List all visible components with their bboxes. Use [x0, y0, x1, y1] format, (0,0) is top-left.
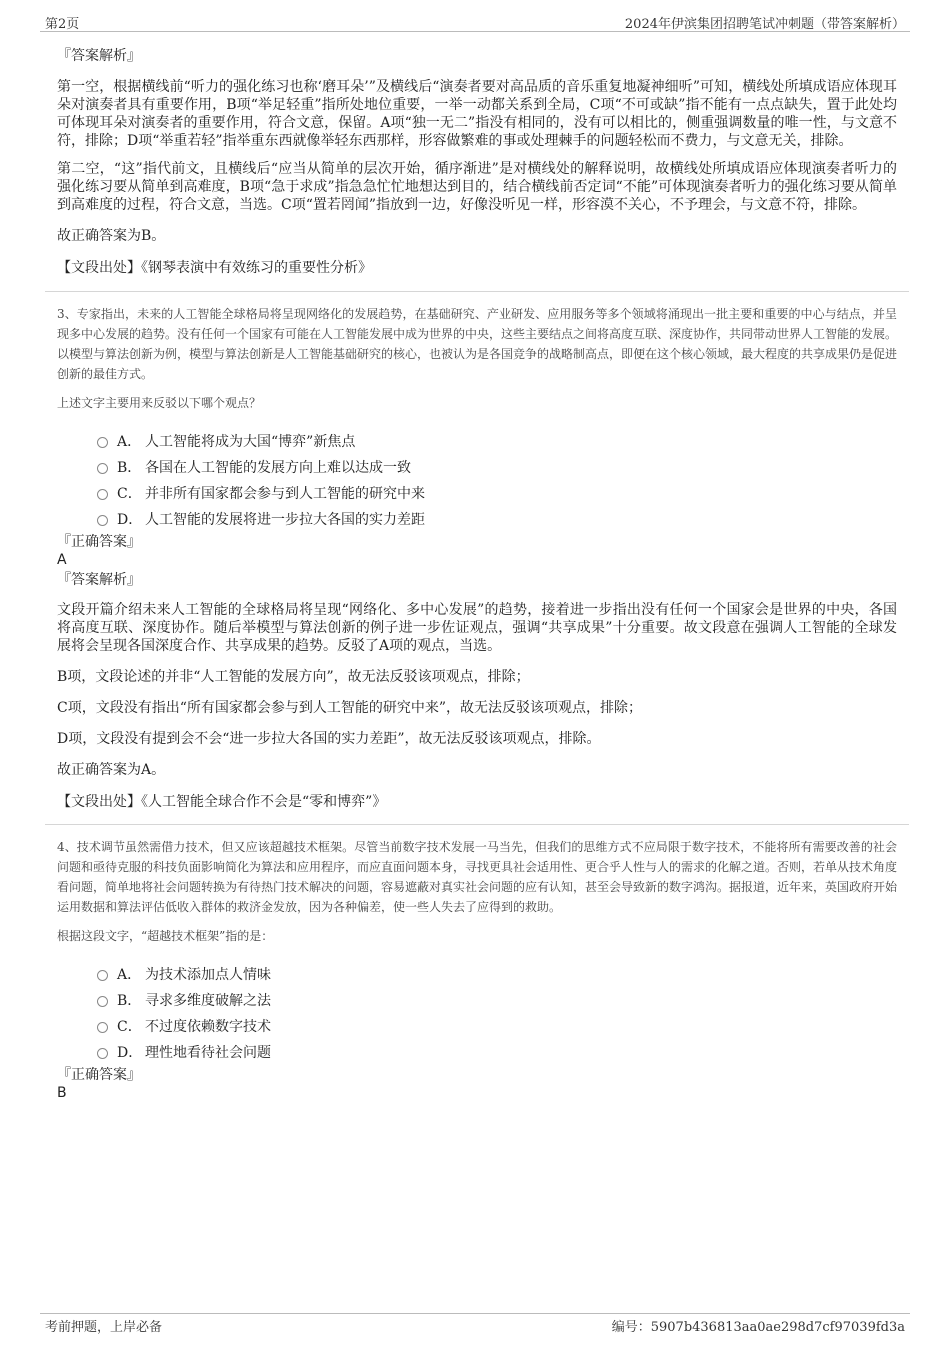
header-divider — [40, 31, 910, 32]
q4-option-c[interactable]: C． 不过度依赖数字技术 — [97, 1014, 897, 1040]
q2-source: 【文段出处】《钢琴表演中有效练习的重要性分析》 — [57, 260, 372, 276]
q4-option-d[interactable]: D． 理性地看待社会问题 — [97, 1040, 897, 1066]
q2-analysis-first-blank: 第一空，根据横线前“听力的强化练习也称‘磨耳朵’”及横线后“演奏者要对高品质的音乐重复地凝神细听”可知，横线处所填成语应体现耳朵对演奏者具有重要作用，B项“举足轻重”指所处地位重要，一举一动都关系到全局，C项“不可或缺”指不能有一点点缺失，置于此处均可体现耳朵对演奏者的重要作用，符合文意，保留。A项“独一无二”指没有相同的，没有可以相比的，侧重强调数量的唯一性，与文意不符，排除；D项“举重若轻”指举重东西就像举轻东西那样，形容做繁难的事或处理棘手的问题轻松而不费力，与文意无关，排除。 — [57, 79, 897, 149]
q4-options — [97, 962, 897, 1066]
radio-button-icon[interactable] — [97, 1022, 108, 1033]
footer-slogan: 考前押题，上岸必备 — [45, 1320, 163, 1335]
radio-button-icon[interactable] — [97, 1048, 108, 1059]
q3-analysis-main: 文段开篇介绍未来人工智能的全球格局将呈现“网络化、多中心发展”的趋势，接着进一步指出没有任何一个国家会是世界的中央，各国将高度互联、深度协作。随后举模型与算法创新的例子进一步佐证观点，强调“共享成果”十分重要。故文段意在强调人工智能的全球发展将会呈现各国深度合作、共享成果的趋势。反驳了A项的观点，当选。 — [57, 602, 897, 654]
radio-button-icon[interactable] — [97, 996, 108, 1007]
q3-option-a[interactable]: A． 人工智能将成为大国“博弈”新焦点 — [97, 429, 897, 455]
correct-answer-label: 『正确答案』 — [57, 534, 141, 550]
radio-button-icon[interactable] — [97, 515, 108, 526]
q3-options — [97, 429, 897, 533]
q3-passage: 3、专家指出，未来的人工智能全球格局将呈现网络化的发展趋势，在基础研究、产业研发、应用服务等多个领域将涌现出一批主要和重要的中心与结点，并呈现多中心发展的趋势。没有任何一个国家有可能在人工智能发展中成为世界的中央，这些主要结点之间将高度互联、深度协作，共同带动世界人工智能的发展。以模型与算法创新为例，模型与算法创新是人工智能基础研究的核心，也被认为是各国竞争的战略制高点，即便在这个核心领域，最大程度的共享成果仍是促进创新的最佳方式。 — [57, 307, 898, 381]
document-code: 编号：5907b436813aa0ae298d7cf97039fd3a — [611, 1320, 905, 1335]
page-number: 第2页 — [45, 17, 80, 32]
q4-option-a[interactable]: A． 为技术添加点人情味 — [97, 962, 897, 988]
footer-divider — [40, 1313, 910, 1314]
q2-conclusion: 故正确答案为B。 — [57, 228, 166, 244]
q3-option-d[interactable]: D． 人工智能的发展将进一步拉大各国的实力差距 — [97, 507, 897, 533]
analysis-label: 『答案解析』 — [57, 48, 141, 64]
q4-answer-value: B — [57, 1085, 67, 1101]
q4-option-b[interactable]: B． 寻求多维度破解之法 — [97, 988, 897, 1014]
q3-option-b[interactable]: B． 各国在人工智能的发展方向上难以达成一致 — [97, 455, 897, 481]
q2-analysis-second-blank: 第二空，“这”指代前文，且横线后“应当从简单的层次开始，循序渐进”是对横线处的解释说明，故横线处所填成语应体现演奏者听力的强化练习要从简单到高难度，B项“急于求成”指急急忙忙地想达到目的，结合横线前否定词“不能”可体现演奏者听力的强化练习要从简单到高难度的过程，符合文意，当选。C项“置若罔闻”指放到一边，好像没听见一样，形容漠不关心，不予理会，与文意不符，排除。 — [57, 161, 897, 213]
page-header — [0, 0, 950, 32]
q3-source: 【文段出处】《人工智能全球合作不会是“零和博弈”》 — [57, 794, 387, 810]
q3-analysis-option-c: C项，文段没有指出“所有国家都会参与到人工智能的研究中来”，故无法反驳该项观点，排除； — [57, 700, 643, 716]
q3-conclusion: 故正确答案为A。 — [57, 762, 166, 778]
analysis-label: 『答案解析』 — [57, 572, 141, 588]
radio-button-icon[interactable] — [97, 463, 108, 474]
q3-analysis-option-b: B项，文段论述的并非“人工智能的发展方向”，故无法反驳该项观点，排除； — [57, 669, 530, 685]
radio-button-icon[interactable] — [97, 489, 108, 500]
correct-answer-label: 『正确答案』 — [57, 1067, 141, 1083]
q3-option-c[interactable]: C． 并非所有国家都会参与到人工智能的研究中来 — [97, 481, 897, 507]
radio-button-icon[interactable] — [97, 970, 108, 981]
q4-passage: 4、技术调节虽然需借力技术，但又应该超越技术框架。尽管当前数字技术发展一马当先，但我们的思维方式不应局限于数字技术，不能将所有需要改善的社会问题和亟待克服的科技负面影响简化为算法和应用程序，而应直面问题本身，寻找更具社会适用性、更合乎人性与人的需求的化解之道。否则，若单从技术角度看问题，简单地将社会问题转换为有待热门技术解决的问题，容易遮蔽对真实社会问题的应有认知，甚至会导致新的数字鸿沟。据报道，近年来，英国政府开始运用数据和算法评估低收入群体的救济金发放，因为各种偏差，使一些人失去了应得到的救助。 — [57, 840, 898, 914]
page-content — [57, 47, 897, 1102]
radio-button-icon[interactable] — [97, 437, 108, 448]
q3-analysis-option-d: D项，文段没有提到会不会“进一步拉大各国的实力差距”，故无法反驳该项观点，排除。 — [57, 731, 601, 747]
q4-question: 根据这段文字，“超越技术框架”指的是： — [57, 929, 274, 943]
document-title: 2024年伊滨集团招聘笔试冲刺题（带答案解析） — [624, 17, 905, 32]
q3-question: 上述文字主要用来反驳以下哪个观点？ — [57, 396, 262, 410]
q3-answer-value: A — [57, 552, 67, 568]
